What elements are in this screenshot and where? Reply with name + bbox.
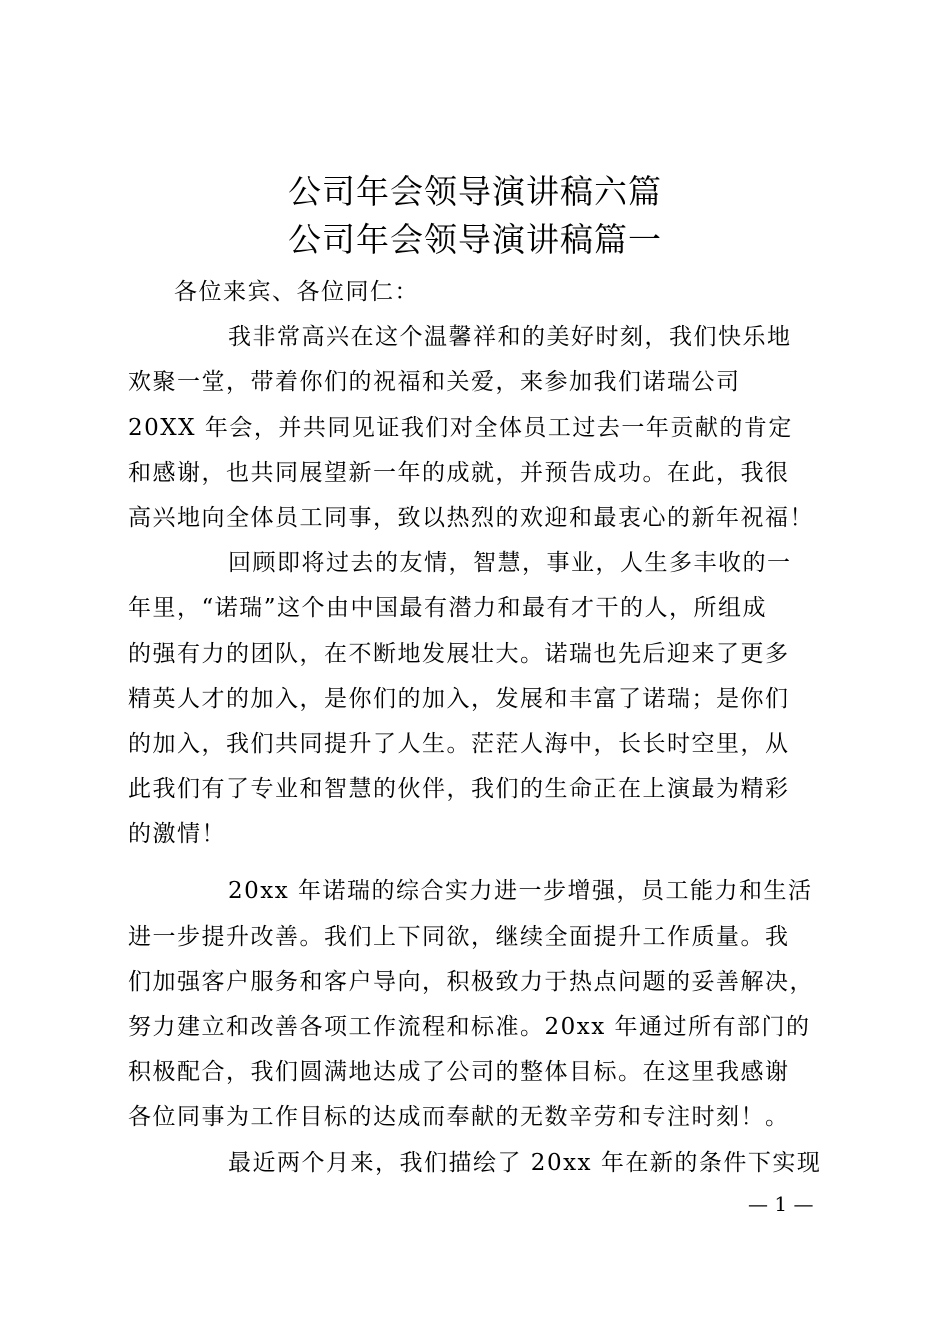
paragraph-line: 们加强客户服务和客户导向，积极致力于热点问题的妥善解决， bbox=[128, 968, 814, 995]
paragraph-2 bbox=[128, 541, 848, 857]
paragraph-gap bbox=[128, 857, 848, 869]
paragraph-line: 此我们有了专业和智慧的伙伴，我们的生命正在上演最为精彩 bbox=[128, 776, 790, 803]
document-body bbox=[128, 270, 848, 1186]
paragraph-line: 精英人才的加入，是你们的加入，发展和丰富了诺瑞；是你们 bbox=[128, 685, 790, 712]
paragraph-line: 20xx 年诺瑞的综合实力进一步增强，员工能力和生活 bbox=[228, 878, 813, 905]
paragraph-1 bbox=[128, 315, 848, 541]
paragraph-3 bbox=[128, 869, 848, 1140]
page-number: — 1 — bbox=[748, 1192, 814, 1216]
section-title: 公司年会领导演讲稿篇一 bbox=[288, 220, 662, 259]
paragraph-line: 积极配合，我们圆满地达成了公司的整体目标。在这里我感谢 bbox=[128, 1059, 790, 1086]
paragraph-line: 年里，“诺瑞”这个由中国最有潜力和最有才干的人，所组成 bbox=[128, 595, 768, 622]
paragraph-line: 最近两个月来，我们描绘了 20xx 年在新的条件下实现 bbox=[228, 1149, 822, 1176]
paragraph-line: 的激情！ bbox=[128, 821, 226, 848]
document-title: 公司年会领导演讲稿六篇 bbox=[288, 172, 662, 211]
paragraph-line: 努力建立和改善各项工作流程和标准。20xx 年通过所有部门的 bbox=[128, 1014, 811, 1040]
paragraph-4 bbox=[128, 1141, 848, 1186]
paragraph-line: 进一步提升改善。我们上下同欲，继续全面提升工作质量。我 bbox=[128, 923, 790, 950]
paragraph-line: 各位同事为工作目标的达成而奉献的无数辛劳和专注时刻！。 bbox=[128, 1104, 790, 1131]
paragraph-line: 回顾即将过去的友情，智慧，事业，人生多丰收的一 bbox=[228, 550, 792, 577]
paragraph-line: 高兴地向全体员工同事，致以热烈的欢迎和最衷心的新年祝福！ bbox=[128, 504, 814, 531]
paragraph-line: 的加入，我们共同提升了人生。茫茫人海中，长长时空里，从 bbox=[128, 730, 790, 757]
paragraph-line: 和感谢，也共同展望新一年的成就，并预告成功。在此，我很 bbox=[128, 459, 790, 486]
paragraph-line: 我非常高兴在这个温馨祥和的美好时刻，我们快乐地 bbox=[228, 324, 792, 351]
paragraph-line: 欢聚一堂，带着你们的祝福和关爱，来参加我们诺瑞公司 bbox=[128, 369, 741, 396]
paragraph-line: 的强有力的团队，在不断地发展壮大。诺瑞也先后迎来了更多 bbox=[128, 640, 790, 667]
salutation: 各位来宾、各位同仁： bbox=[174, 279, 419, 305]
paragraph-line: 20XX 年会，并共同见证我们对全体员工过去一年贡献的肯定 bbox=[128, 414, 793, 441]
